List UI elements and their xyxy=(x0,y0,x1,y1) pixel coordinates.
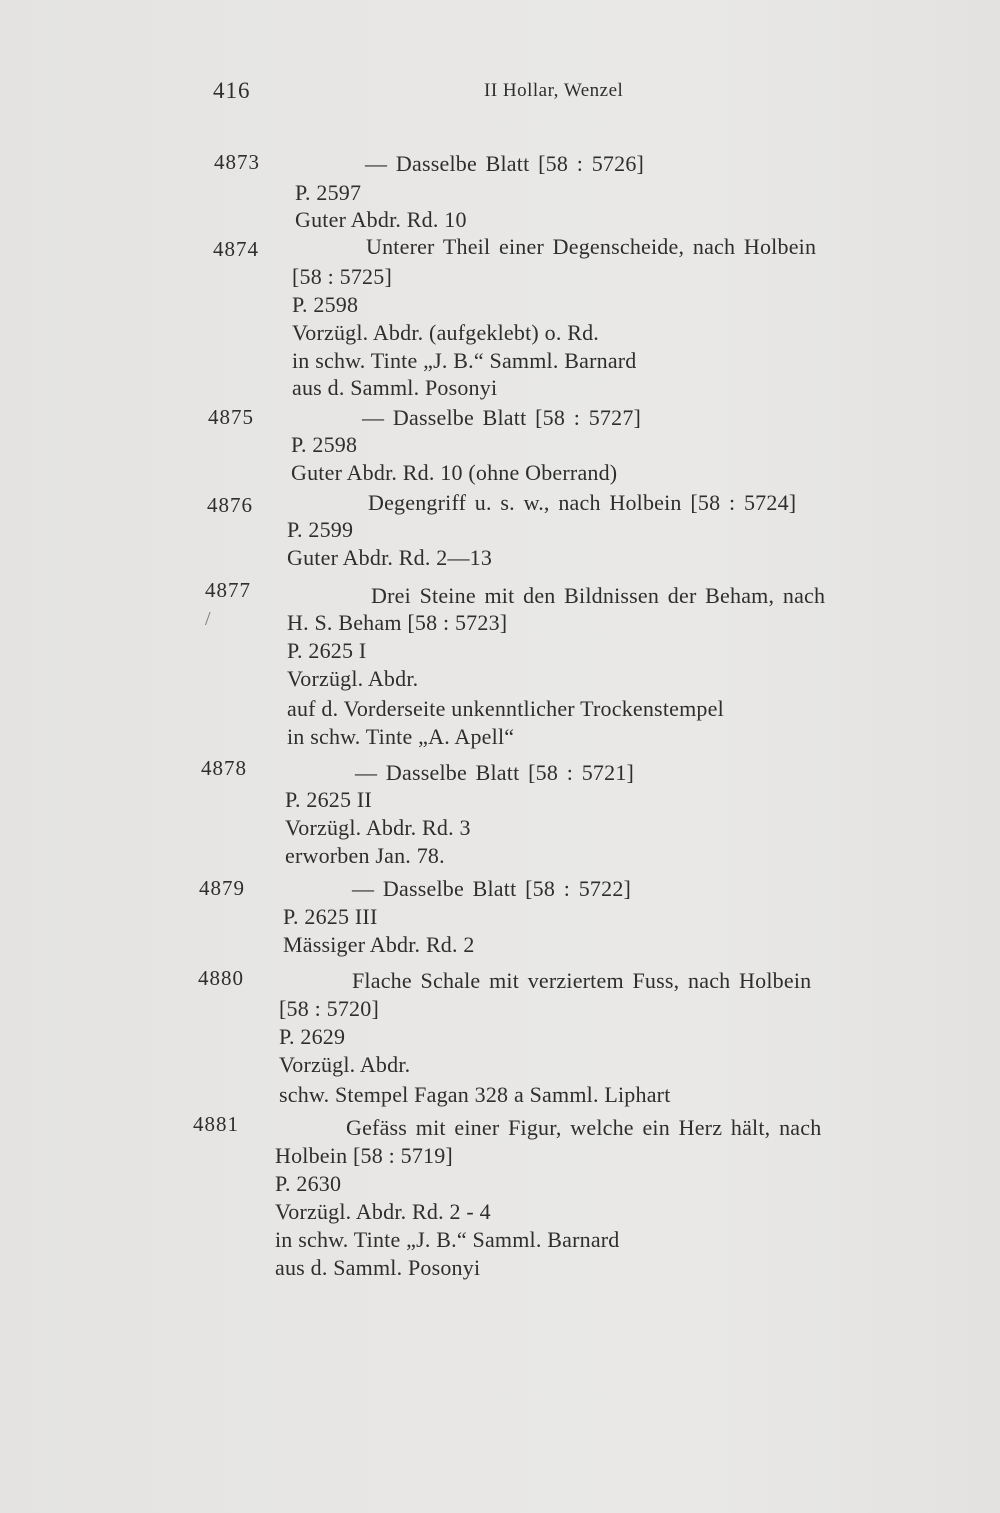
entry-line: Vorzügl. Abdr. xyxy=(279,1052,411,1077)
entry-number: 4878 xyxy=(201,756,247,780)
entry-line: Vorzügl. Abdr. (aufgeklebt) o. Rd. xyxy=(292,320,600,345)
entry-line: aus d. Samml. Posonyi xyxy=(292,375,498,400)
entry-line: P. 2599 xyxy=(287,517,354,542)
margin-mark: / xyxy=(205,608,211,630)
entry-title: Flache Schale mit verziertem Fuss, nach Holbein xyxy=(352,968,812,993)
entry-line: in schw. Tinte „J. B.“ Samml. Barnard xyxy=(292,348,637,373)
entry-number: 4881 xyxy=(193,1112,239,1136)
entry-line: in schw. Tinte „A. Apell“ xyxy=(287,724,515,749)
entry-line: P. 2625 II xyxy=(285,787,372,812)
entry-line: Guter Abdr. Rd. 10 (ohne Oberrand) xyxy=(291,460,618,485)
entry-line: Guter Abdr. Rd. 2—13 xyxy=(287,545,493,570)
entry-line: Guter Abdr. Rd. 10 xyxy=(295,207,467,232)
entry-line: P. 2598 xyxy=(291,432,358,457)
entry-line: Mässiger Abdr. Rd. 2 xyxy=(283,932,475,957)
entry-title: Gefäss mit einer Figur, welche ein Herz hält, nach xyxy=(346,1115,822,1140)
entry-title: — Dasselbe Blatt [58 : 5722] xyxy=(352,876,632,901)
entry-number: 4875 xyxy=(208,405,254,429)
entry-line: erworben Jan. 78. xyxy=(285,843,445,868)
running-head: II Hollar, Wenzel xyxy=(484,80,624,101)
entry-line: P. 2625 I xyxy=(287,638,367,663)
entry-title: Unterer Theil einer Degenscheide, nach Holbein xyxy=(366,234,817,259)
entry-title: Degengriff u. s. w., nach Holbein [58 : 5724] xyxy=(368,490,797,515)
entry-line: Holbein [58 : 5719] xyxy=(275,1143,453,1168)
entry-title: — Dasselbe Blatt [58 : 5721] xyxy=(355,760,635,785)
page-header xyxy=(0,78,1000,112)
entry-number: 4879 xyxy=(199,876,245,900)
entry-line: P. 2630 xyxy=(275,1171,342,1196)
entry-line: H. S. Beham [58 : 5723] xyxy=(287,610,508,635)
entry-line: aus d. Samml. Posonyi xyxy=(275,1255,481,1280)
entry-line: P. 2598 xyxy=(292,292,359,317)
entry-title: Drei Steine mit den Bildnissen der Beham, nach xyxy=(371,583,826,608)
entry-number: 4873 xyxy=(214,150,260,174)
entry-line: schw. Stempel Fagan 328 a Samml. Liphart xyxy=(279,1082,671,1107)
entry-line: in schw. Tinte „J. B.“ Samml. Barnard xyxy=(275,1227,620,1252)
entry-line: Vorzügl. Abdr. Rd. 3 xyxy=(285,815,471,840)
entry-line: Vorzügl. Abdr. xyxy=(287,666,419,691)
entry-line: P. 2625 III xyxy=(283,904,378,929)
entry-number: 4876 xyxy=(207,493,253,517)
page-number: 416 xyxy=(213,78,251,103)
entry-line: P. 2629 xyxy=(279,1024,346,1049)
entry-line: Vorzügl. Abdr. Rd. 2 - 4 xyxy=(275,1199,491,1224)
entry-title: — Dasselbe Blatt [58 : 5727] xyxy=(362,405,642,430)
entry-line: P. 2597 xyxy=(295,180,362,205)
entry-number: 4874 xyxy=(213,237,259,261)
entry-number: 4877 xyxy=(205,578,251,602)
entry-title: — Dasselbe Blatt [58 : 5726] xyxy=(365,151,645,176)
entry-line: [58 : 5725] xyxy=(292,264,392,289)
entry-line: [58 : 5720] xyxy=(279,996,379,1021)
entry-number: 4880 xyxy=(198,966,244,990)
entry-line: auf d. Vorderseite unkenntlicher Trockenstempel xyxy=(287,696,724,721)
